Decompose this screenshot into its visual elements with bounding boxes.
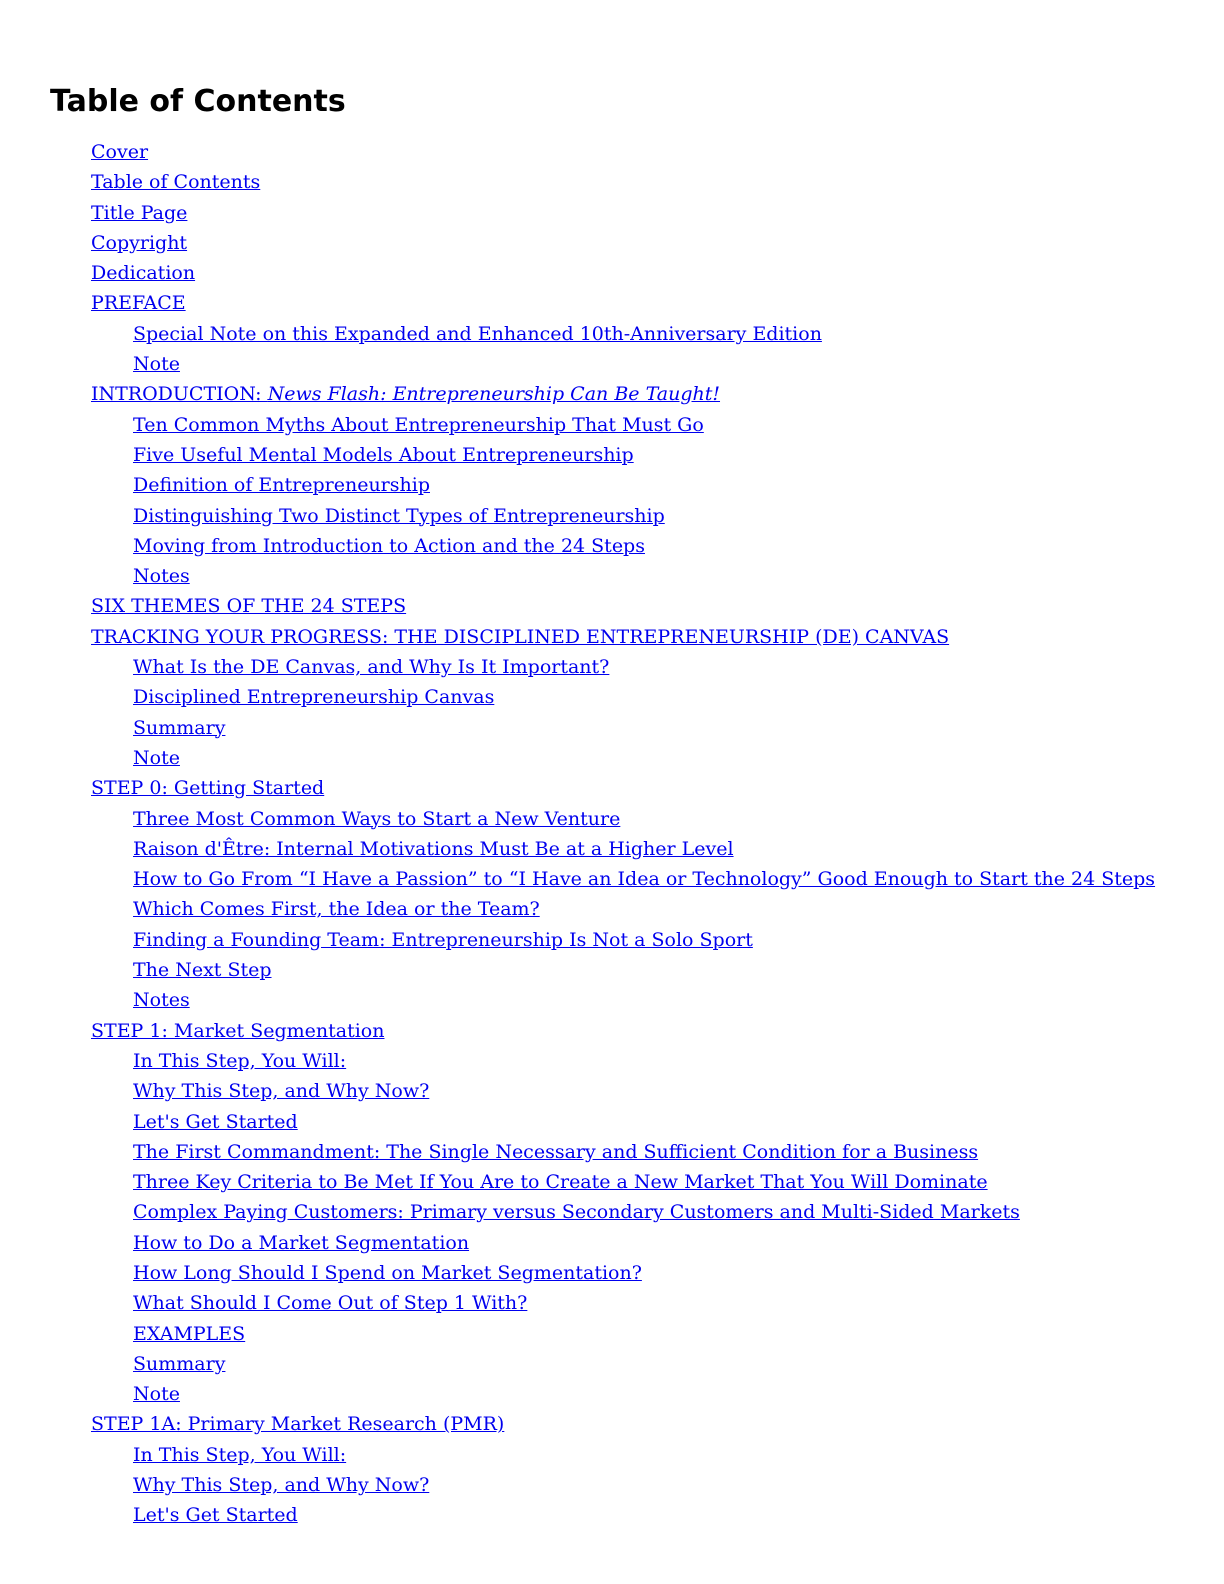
- toc-entry: [0, 288, 1224, 318]
- toc-link[interactable]: [91, 171, 260, 193]
- toc-link-label: Let's Get Started: [133, 1504, 298, 1527]
- toc-link-subtitle: News Flash: Entrepreneurship Can Be Taught!: [267, 383, 721, 406]
- toc-link[interactable]: [133, 444, 634, 466]
- toc-link[interactable]: [133, 1292, 527, 1314]
- toc-link-label: STEP 0: Getting Started: [91, 777, 325, 800]
- toc-entry: [0, 1016, 1224, 1046]
- toc-link-label: In This Step, You Will:: [133, 1049, 347, 1072]
- toc-link[interactable]: [133, 1444, 346, 1466]
- toc-link[interactable]: [133, 686, 494, 708]
- toc-entry: [0, 198, 1224, 228]
- toc-link[interactable]: [133, 474, 430, 496]
- toc-link[interactable]: [133, 1232, 469, 1254]
- toc-entry: [0, 1137, 1224, 1167]
- toc-link[interactable]: [133, 1111, 298, 1133]
- toc-entry: [0, 1500, 1224, 1530]
- toc-entry: [0, 925, 1224, 955]
- toc-link[interactable]: [91, 141, 148, 163]
- toc-link[interactable]: [133, 535, 645, 557]
- toc-link[interactable]: [133, 959, 272, 981]
- toc-entry: [0, 955, 1224, 985]
- toc-link-label: Raison d'Être: Internal Motivations Must Be at a Higher Level: [133, 837, 734, 860]
- toc-entry: [0, 1440, 1224, 1470]
- toc-link[interactable]: [91, 626, 949, 648]
- toc-link[interactable]: [133, 1171, 988, 1193]
- toc-link[interactable]: [91, 232, 187, 254]
- toc-link-label: How Long Should I Spend on Market Segmentation?: [133, 1261, 642, 1284]
- toc-entry: [0, 1288, 1224, 1318]
- toc-link-label: Copyright: [91, 231, 188, 254]
- toc-entry: [0, 1319, 1224, 1349]
- toc-link[interactable]: [133, 1353, 225, 1375]
- toc-link-label: Summary: [133, 716, 226, 739]
- toc-link-label: STEP 1: Market Segmentation: [91, 1019, 385, 1042]
- toc-link-label: INTRODUCTION:: [91, 383, 268, 406]
- toc-entry: [0, 1258, 1224, 1288]
- toc-entry: [0, 470, 1224, 500]
- toc-link[interactable]: [133, 656, 609, 678]
- toc-link[interactable]: [133, 505, 665, 527]
- toc-link-label: Title Page: [91, 201, 188, 224]
- toc-link-label: The Next Step: [133, 959, 272, 982]
- toc-link[interactable]: [91, 292, 186, 314]
- toc-entry: [0, 228, 1224, 258]
- toc-link-label: Which Comes First, the Idea or the Team?: [133, 898, 540, 921]
- page-title: Table of Contents: [50, 84, 346, 119]
- toc-entry: [0, 137, 1224, 167]
- toc-entry: [0, 531, 1224, 561]
- toc-entry: [0, 743, 1224, 773]
- toc-link-label: Moving from Introduction to Action and the 24 Steps: [133, 534, 645, 557]
- toc-entry: [0, 773, 1224, 803]
- toc-link-label: How to Do a Market Segmentation: [133, 1231, 470, 1254]
- toc-link[interactable]: [133, 747, 180, 769]
- toc-link-label: Definition of Entrepreneurship: [133, 474, 430, 497]
- toc-link[interactable]: [133, 838, 734, 860]
- toc-entry: [0, 804, 1224, 834]
- toc-link-label: Table of Contents: [91, 171, 261, 194]
- toc-entry: [0, 1107, 1224, 1137]
- toc-link-label: The First Commandment: The Single Necessary and Sufficient Condition for a Business: [133, 1140, 979, 1163]
- toc-entry: [0, 319, 1224, 349]
- toc-entry: [0, 561, 1224, 591]
- toc-link-label: Why This Step, and Why Now?: [133, 1474, 430, 1497]
- toc-entry: [0, 622, 1224, 652]
- toc-entry: [0, 1470, 1224, 1500]
- toc-entry: [0, 258, 1224, 288]
- toc-link-label: What Should I Come Out of Step 1 With?: [133, 1292, 528, 1315]
- toc-link[interactable]: [133, 1080, 429, 1102]
- toc-entry: [0, 682, 1224, 712]
- toc-link[interactable]: [91, 777, 324, 799]
- toc-link[interactable]: [133, 1383, 180, 1405]
- toc-link[interactable]: [133, 1474, 429, 1496]
- toc-link-label: Ten Common Myths About Entrepreneurship That Must Go: [133, 413, 704, 436]
- toc-link[interactable]: [133, 929, 753, 951]
- toc-entry: [0, 440, 1224, 470]
- toc-link[interactable]: [133, 323, 822, 345]
- toc-link-label: Note: [133, 1383, 180, 1406]
- toc-link[interactable]: [91, 1413, 504, 1435]
- toc-link[interactable]: [133, 565, 190, 587]
- toc-entry: [0, 1379, 1224, 1409]
- toc-entry: [0, 167, 1224, 197]
- toc-entry: [0, 1197, 1224, 1227]
- toc-link-label: How to Go From “I Have a Passion” to “I Have an Idea or Technology” Good Enough to Start the 24 Steps: [133, 868, 1156, 891]
- toc-link-label: Note: [133, 353, 180, 376]
- toc-link-label: Distinguishing Two Distinct Types of Entrepreneurship: [133, 504, 665, 527]
- toc-link-label: TRACKING YOUR PROGRESS: THE DISCIPLINED ENTREPRENEURSHIP (DE) CANVAS: [91, 625, 950, 648]
- toc-entry: [0, 379, 1224, 409]
- toc-link-label: Let's Get Started: [133, 1110, 298, 1133]
- toc-link[interactable]: [133, 353, 180, 375]
- toc-entry: [0, 834, 1224, 864]
- toc-link[interactable]: [133, 808, 620, 830]
- toc-link[interactable]: [133, 414, 704, 436]
- toc-list: [0, 137, 1224, 1531]
- toc-link-label: Notes: [133, 565, 190, 588]
- toc-entry: [0, 349, 1224, 379]
- toc-entry: [0, 1349, 1224, 1379]
- toc-link[interactable]: [133, 1504, 298, 1526]
- toc-link-label: Finding a Founding Team: Entrepreneurship Is Not a Solo Sport: [133, 928, 753, 951]
- toc-link-label: Summary: [133, 1352, 226, 1375]
- toc-link-label: What Is the DE Canvas, and Why Is It Important?: [133, 656, 610, 679]
- toc-entry: [0, 985, 1224, 1015]
- toc-link[interactable]: [133, 1050, 346, 1072]
- toc-link-label: Three Key Criteria to Be Met If You Are to Create a New Market That You Will Dominate: [133, 1171, 988, 1194]
- toc-link-label: In This Step, You Will:: [133, 1443, 347, 1466]
- toc-link-label: Notes: [133, 989, 190, 1012]
- toc-entry: [0, 894, 1224, 924]
- toc-entry: [0, 591, 1224, 621]
- toc-entry: [0, 410, 1224, 440]
- toc-entry: [0, 1167, 1224, 1197]
- toc-link[interactable]: [133, 1141, 978, 1163]
- toc-entry: [0, 501, 1224, 531]
- toc-link[interactable]: [133, 1262, 642, 1284]
- toc-link[interactable]: [133, 717, 225, 739]
- toc-entry: [0, 1228, 1224, 1258]
- toc-link-label: SIX THEMES OF THE 24 STEPS: [91, 595, 407, 618]
- toc-link-label: Complex Paying Customers: Primary versus Secondary Customers and Multi-Sided Markets: [133, 1201, 1020, 1224]
- toc-link-label: STEP 1A: Primary Market Research (PMR): [91, 1413, 505, 1436]
- toc-link[interactable]: [133, 898, 540, 920]
- toc-link[interactable]: [133, 989, 190, 1011]
- toc-link[interactable]: [133, 1201, 1020, 1223]
- toc-link-label: Note: [133, 746, 180, 769]
- toc-link[interactable]: [91, 202, 187, 224]
- toc-link[interactable]: [91, 1020, 384, 1042]
- toc-link-label: Why This Step, and Why Now?: [133, 1080, 430, 1103]
- toc-link[interactable]: [91, 383, 720, 405]
- toc-link-label: Dedication: [91, 262, 196, 285]
- toc-link[interactable]: [133, 1323, 245, 1345]
- toc-link[interactable]: [91, 595, 406, 617]
- toc-entry: [0, 1046, 1224, 1076]
- toc-entry: [0, 713, 1224, 743]
- toc-link-label: Disciplined Entrepreneurship Canvas: [133, 686, 495, 709]
- toc-link-label: EXAMPLES: [133, 1322, 246, 1345]
- toc-entry: [0, 864, 1224, 894]
- toc-entry: [0, 1076, 1224, 1106]
- toc-link[interactable]: [91, 262, 195, 284]
- toc-entry: [0, 1409, 1224, 1439]
- toc-link[interactable]: [133, 868, 1155, 890]
- toc-entry: [0, 652, 1224, 682]
- toc-link-label: Special Note on this Expanded and Enhanced 10th-Anniversary Edition: [133, 322, 822, 345]
- toc-link-label: Three Most Common Ways to Start a New Venture: [133, 807, 621, 830]
- toc-link-label: Five Useful Mental Models About Entrepreneurship: [133, 443, 634, 466]
- toc-link-label: Cover: [91, 141, 149, 163]
- toc-link-label: PREFACE: [91, 292, 186, 315]
